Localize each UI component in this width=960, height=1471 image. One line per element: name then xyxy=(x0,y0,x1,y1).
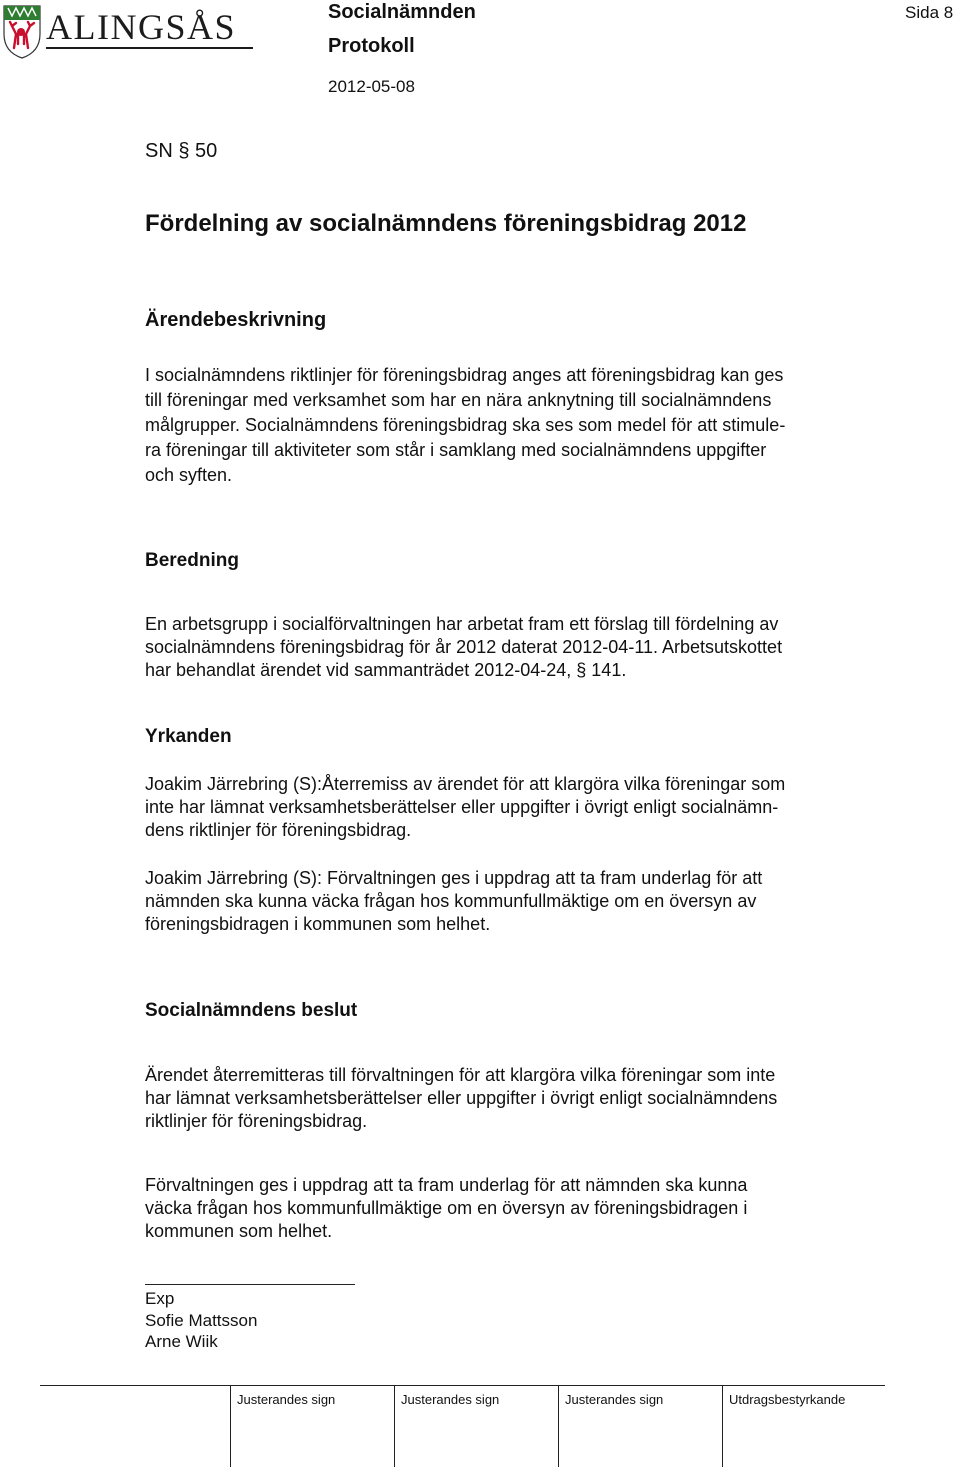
meeting-date: 2012-05-08 xyxy=(328,77,415,96)
footer-extract-label: Utdragsbestyrkande xyxy=(729,1392,846,1407)
footer-sign-label: Justerandes sign xyxy=(401,1392,500,1407)
footer-sign-label: Justerandes sign xyxy=(237,1392,336,1407)
distribution-divider xyxy=(145,1284,355,1285)
heading-description: Ärendebeskrivning xyxy=(145,309,327,331)
footer-rule xyxy=(40,1385,885,1386)
footer-sign-label: Justerandes sign xyxy=(565,1392,664,1407)
distribution-list: Exp Sofie Mattsson Arne Wiik xyxy=(145,1289,258,1351)
logo-wordmark: ALINGSÅS xyxy=(46,7,237,47)
decision-item: Ärendet återremitteras till förvaltningen för att klargöra vilka föreningar som inte har lämnat verksamhetsberättelser eller uppgifter i övrigt enligt socialnämndens riktlinjer för föreningsbidrag. xyxy=(145,1065,778,1131)
municipality-logo xyxy=(2,4,257,62)
description-text: I socialnämndens riktlinjer för föreningsbidrag anges att föreningsbidrag kan ges till föreningar med verksamhet som har en nära anknytning till socialnämndens målgrupper. Socialnämndens föreningsbidrag ska ses som medel för att stimule- ra föreningar till aktiviteter som står i samklang med socialnämndens uppgifter och syften. xyxy=(145,365,786,485)
preparation-text: En arbetsgrupp i socialförvaltningen har arbetat fram ett förslag till fördelning av socialnämndens föreningsbidrag för år 2012 daterat 2012-04-11. Arbetsutskottet har behandlat ärendet vid sammanträdet 2012-04-24, § 141. xyxy=(145,614,783,680)
footer-extract-box xyxy=(722,1385,723,1467)
logo-underline xyxy=(46,47,253,49)
coat-of-arms-icon xyxy=(2,4,42,60)
heading-preparation: Beredning xyxy=(145,550,239,571)
heading-decision: Socialnämndens beslut xyxy=(145,1000,358,1021)
heading-motions: Yrkanden xyxy=(145,726,232,747)
document-type: Protokoll xyxy=(328,35,415,57)
motion-item: Joakim Järrebring (S):Återremiss av ärendet för att klargöra vilka föreningar som inte har lämnat verksamhetsberättelser eller uppgifter i övrigt enligt socialnämn- dens riktlinjer för föreningsbidrag. xyxy=(145,774,786,840)
footer-sign-box xyxy=(394,1385,395,1467)
organization-name: Socialnämnden xyxy=(328,1,476,23)
footer-sign-box xyxy=(230,1385,231,1467)
page-title: Fördelning av socialnämndens föreningsbidrag 2012 xyxy=(145,210,747,237)
page-number: Sida 8 xyxy=(905,3,954,22)
case-reference: SN § 50 xyxy=(145,140,218,162)
decision-item: Förvaltningen ges i uppdrag att ta fram underlag för att nämnden ska kunna väcka frågan hos kommunfullmäktige om en översyn av föreningsbidragen i kommunen som helhet. xyxy=(145,1175,748,1241)
motion-item: Joakim Järrebring (S): Förvaltningen ges i uppdrag att ta fram underlag för att nämnden ska kunna väcka frågan hos kommunfullmäktige om en översyn av föreningsbidragen i kommunen som helhet. xyxy=(145,868,763,934)
footer-sign-box xyxy=(558,1385,559,1467)
